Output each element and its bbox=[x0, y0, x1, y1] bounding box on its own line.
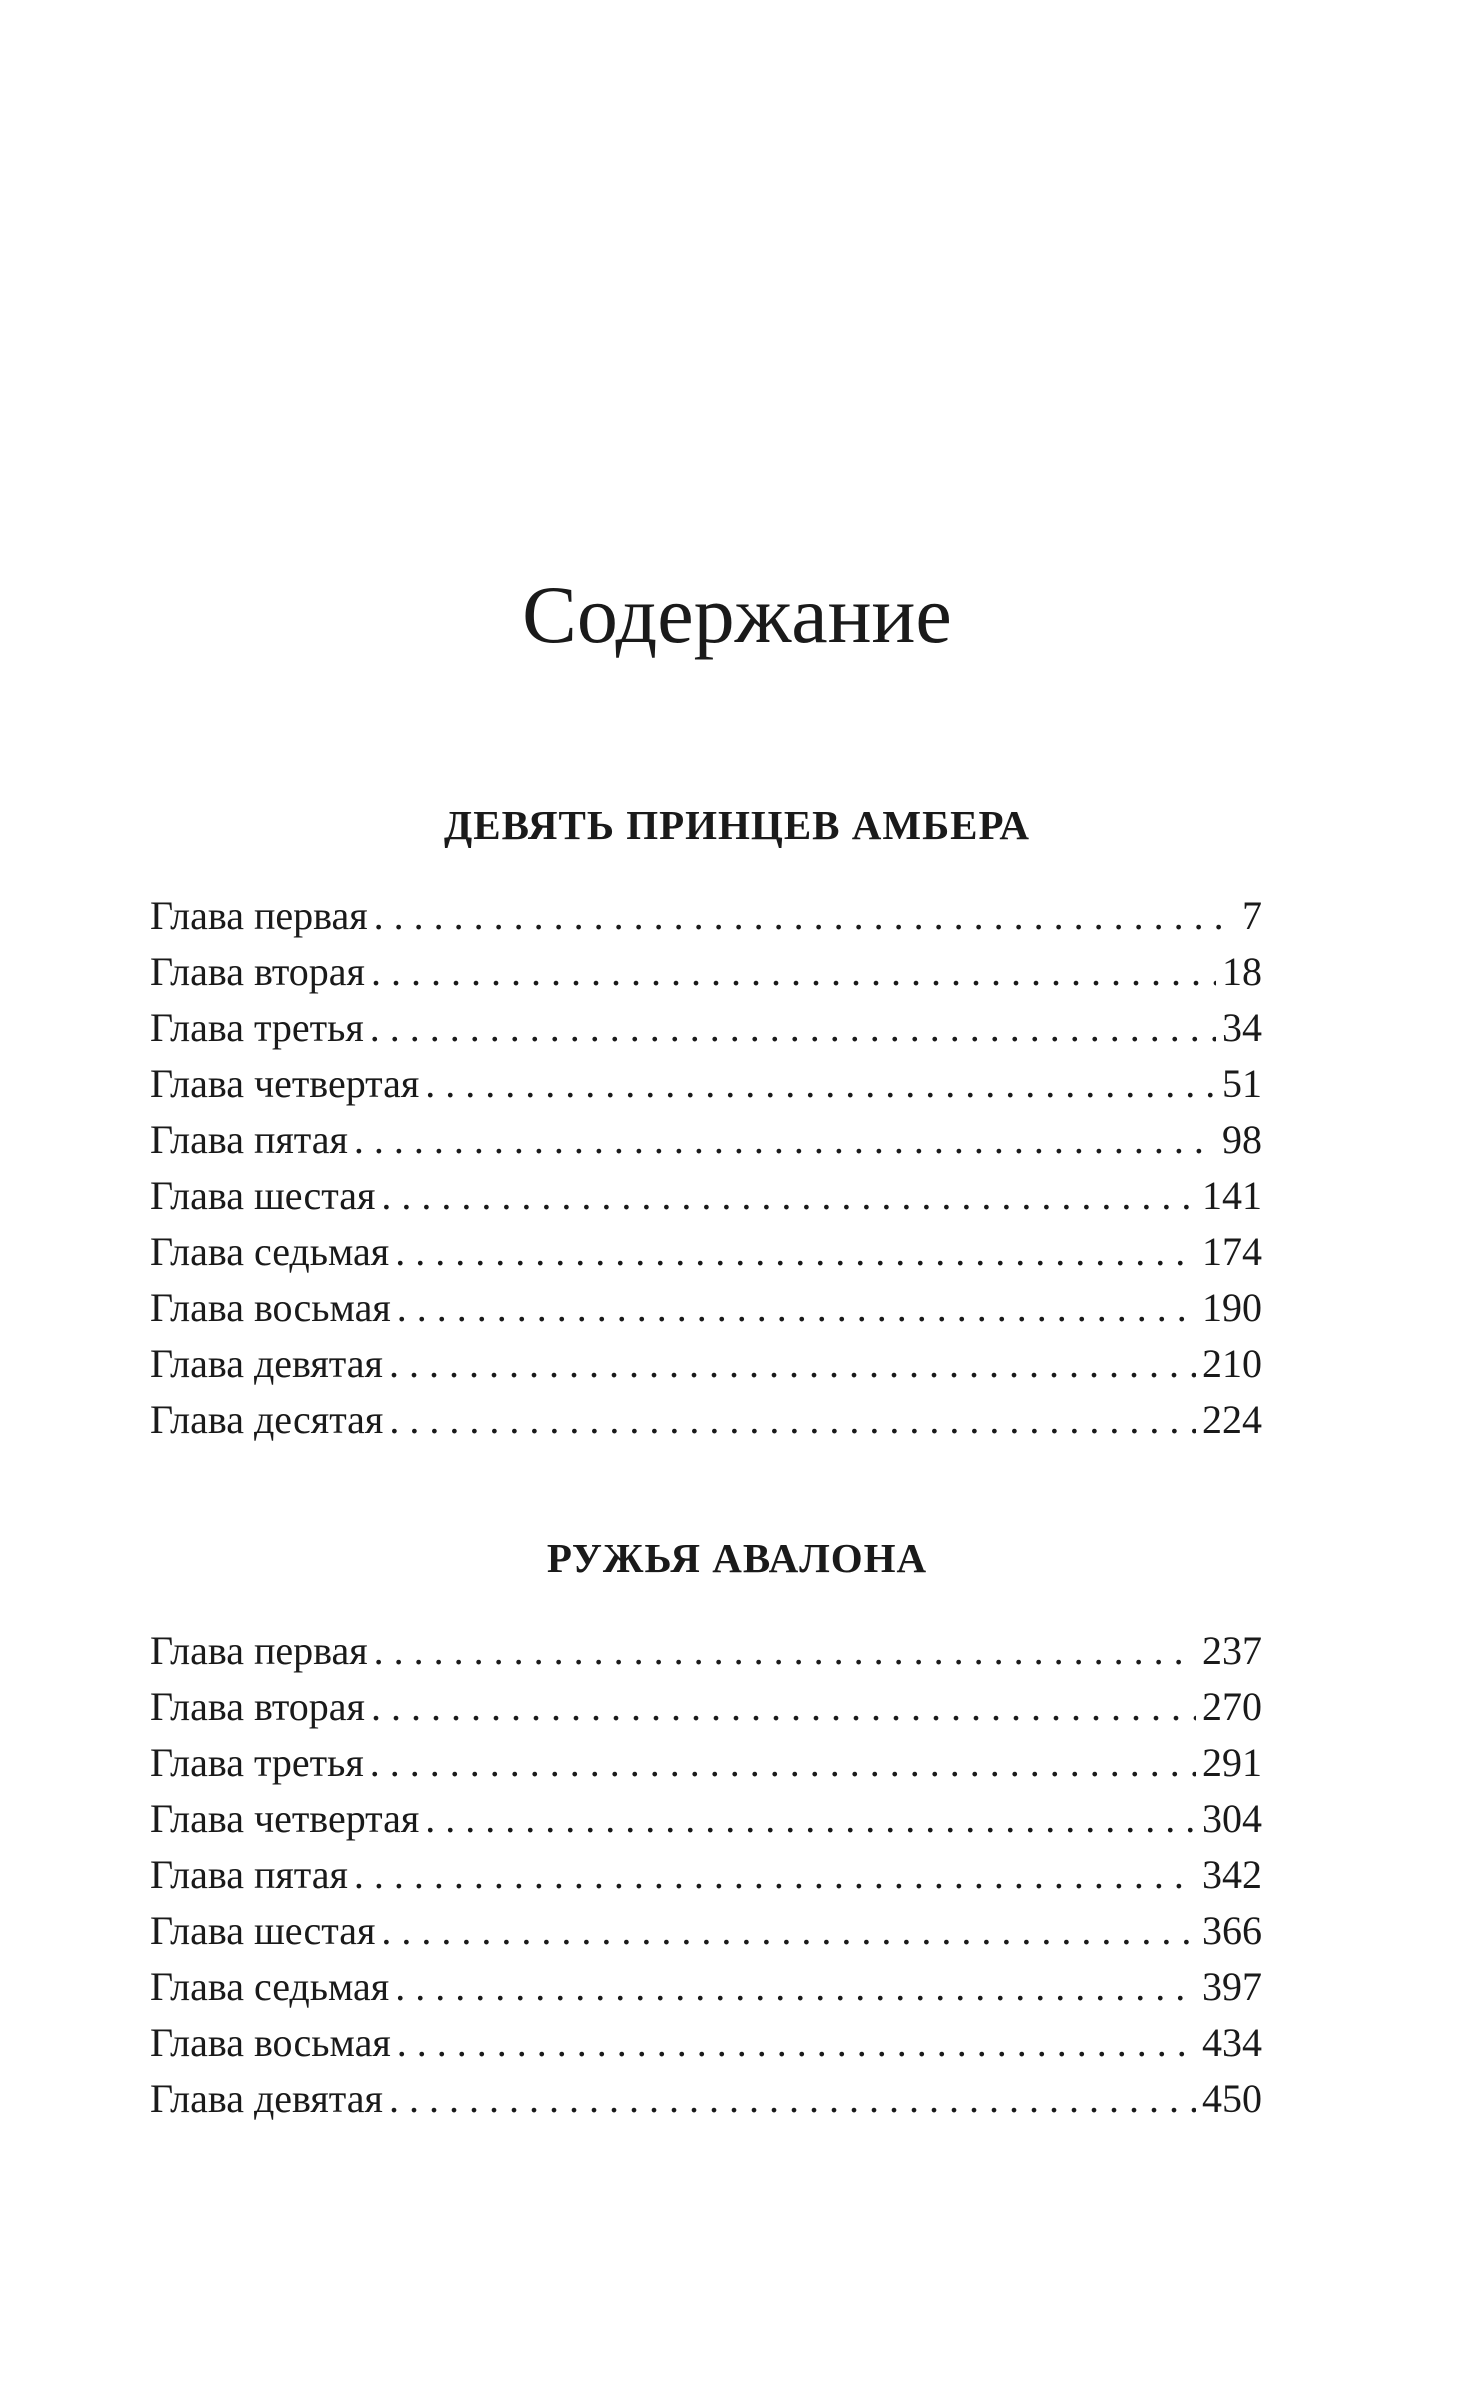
toc-entry-label: Глава пятая bbox=[150, 1852, 348, 1897]
dot-leader bbox=[374, 1623, 1196, 1679]
toc-entry-page-number: 450 bbox=[1202, 2076, 1262, 2121]
toc-list-section-1 bbox=[150, 888, 1262, 1448]
toc-entry-page-number: 210 bbox=[1202, 1341, 1262, 1386]
toc-entry[interactable] bbox=[150, 1735, 1262, 1791]
dot-leader bbox=[389, 2071, 1196, 2127]
toc-entry-page-number: 51 bbox=[1222, 1061, 1262, 1106]
dot-leader bbox=[389, 1336, 1196, 1392]
dot-leader bbox=[354, 1847, 1196, 1903]
toc-entry-page-number: 342 bbox=[1202, 1852, 1262, 1897]
toc-entry[interactable] bbox=[150, 2071, 1262, 2127]
toc-entry[interactable] bbox=[150, 1392, 1262, 1448]
toc-entry-label: Глава шестая bbox=[150, 1173, 376, 1218]
toc-entry-label: Глава третья bbox=[150, 1740, 364, 1785]
toc-entry-page-number: 190 bbox=[1202, 1285, 1262, 1330]
dot-leader bbox=[371, 1679, 1196, 1735]
dot-leader bbox=[389, 1392, 1196, 1448]
toc-entry-label: Глава вторая bbox=[150, 949, 365, 994]
dot-leader bbox=[395, 1224, 1196, 1280]
toc-entry-page-number: 224 bbox=[1202, 1397, 1262, 1442]
dot-leader bbox=[381, 1168, 1196, 1224]
dot-leader bbox=[395, 1959, 1196, 2015]
toc-entry-page-number: 18 bbox=[1222, 949, 1262, 994]
toc-entry-label: Глава первая bbox=[150, 1628, 368, 1673]
section-heading-1: ДЕВЯТЬ ПРИНЦЕВ АМБЕРА bbox=[444, 802, 1030, 848]
toc-entry-label: Глава пятая bbox=[150, 1117, 348, 1162]
toc-entry[interactable] bbox=[150, 1000, 1262, 1056]
toc-entry-label: Глава третья bbox=[150, 1005, 364, 1050]
toc-entry-page-number: 397 bbox=[1202, 1964, 1262, 2009]
toc-entry-page-number: 270 bbox=[1202, 1684, 1262, 1729]
toc-entry-page-number: 434 bbox=[1202, 2020, 1262, 2065]
toc-entry-label: Глава первая bbox=[150, 893, 368, 938]
toc-entry[interactable] bbox=[150, 888, 1262, 944]
dot-leader bbox=[371, 944, 1216, 1000]
toc-entry-label: Глава восьмая bbox=[150, 1285, 391, 1330]
dot-leader bbox=[397, 1280, 1196, 1336]
toc-entry-label: Глава восьмая bbox=[150, 2020, 391, 2065]
toc-entry[interactable] bbox=[150, 2015, 1262, 2071]
toc-entry-page-number: 237 bbox=[1202, 1628, 1262, 1673]
toc-entry[interactable] bbox=[150, 1679, 1262, 1735]
dot-leader bbox=[370, 1735, 1196, 1791]
toc-entry[interactable] bbox=[150, 1112, 1262, 1168]
page-title: Содержание bbox=[522, 569, 952, 660]
toc-entry-page-number: 366 bbox=[1202, 1908, 1262, 1953]
toc-entry[interactable] bbox=[150, 1791, 1262, 1847]
toc-entry[interactable] bbox=[150, 1224, 1262, 1280]
dot-leader bbox=[354, 1112, 1216, 1168]
toc-entry-label: Глава четвертая bbox=[150, 1061, 420, 1106]
toc-entry[interactable] bbox=[150, 1847, 1262, 1903]
dot-leader bbox=[425, 1056, 1216, 1112]
dot-leader bbox=[425, 1791, 1196, 1847]
toc-entry-page-number: 34 bbox=[1222, 1005, 1262, 1050]
toc-entry-label: Глава седьмая bbox=[150, 1964, 390, 2009]
toc-entry-page-number: 304 bbox=[1202, 1796, 1262, 1841]
toc-entry-label: Глава вторая bbox=[150, 1684, 365, 1729]
toc-entry[interactable] bbox=[150, 1056, 1262, 1112]
toc-entry[interactable] bbox=[150, 944, 1262, 1000]
toc-entry[interactable] bbox=[150, 1959, 1262, 2015]
toc-entry[interactable] bbox=[150, 1336, 1262, 1392]
toc-entry-page-number: 174 bbox=[1202, 1229, 1262, 1274]
toc-list-section-2 bbox=[150, 1623, 1262, 2127]
toc-entry[interactable] bbox=[150, 1623, 1262, 1679]
toc-entry-label: Глава девятая bbox=[150, 1341, 383, 1386]
toc-entry[interactable] bbox=[150, 1280, 1262, 1336]
toc-entry-label: Глава десятая bbox=[150, 1397, 384, 1442]
dot-leader bbox=[370, 1000, 1216, 1056]
toc-entry[interactable] bbox=[150, 1903, 1262, 1959]
toc-entry-label: Глава девятая bbox=[150, 2076, 383, 2121]
toc-entry-label: Глава седьмая bbox=[150, 1229, 390, 1274]
toc-entry-page-number: 7 bbox=[1242, 893, 1262, 938]
dot-leader bbox=[374, 888, 1236, 944]
toc-entry-label: Глава четвертая bbox=[150, 1796, 420, 1841]
toc-entry[interactable] bbox=[150, 1168, 1262, 1224]
toc-entry-page-number: 98 bbox=[1222, 1117, 1262, 1162]
toc-entry-page-number: 141 bbox=[1202, 1173, 1262, 1218]
toc-entry-label: Глава шестая bbox=[150, 1908, 376, 1953]
section-heading-2: РУЖЬЯ АВАЛОНА bbox=[546, 1535, 928, 1581]
toc-entry-page-number: 291 bbox=[1202, 1740, 1262, 1785]
dot-leader bbox=[381, 1903, 1196, 1959]
dot-leader bbox=[397, 2015, 1196, 2071]
